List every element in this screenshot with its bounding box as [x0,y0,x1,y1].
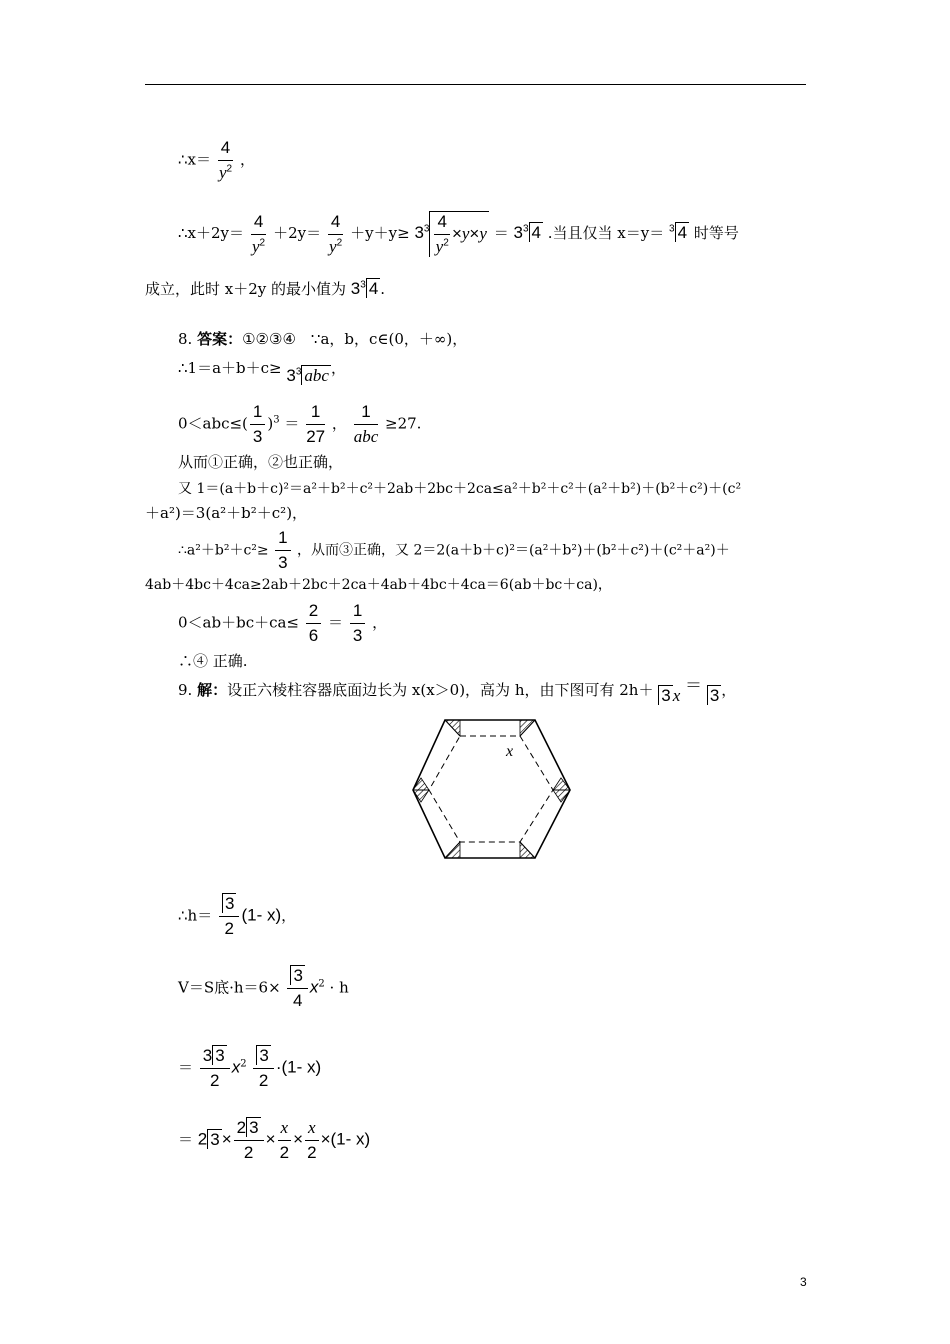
problem-8-line3: 0＜abc≤( $\frac{1}{3}$ )$^3$ ＝ $\frac{1}{27}$ ， $\frac{1}{\text{abc}}$ ≥27. [178,402,422,446]
problem-8-line7 [178,528,730,573]
text: 4ab＋4bc＋4ca≥2ab＋2bc＋2ca＋4ab＋4bc＋4ca＝6(ab＋bc＋ca)， [145,577,612,593]
text: ∴④ 正确. [178,652,248,670]
text: ， [721,681,737,699]
problem-8-line10 [178,651,248,671]
fraction-3sqrt3-2: $\frac{3 3}{2}$ [200,1046,230,1091]
cube-root-abc: $3^3$ abc [286,366,329,385]
problem-8-line6 [145,503,307,523]
fraction-2sqrt3-2: $\frac{2 3}{2}$ [234,1118,264,1163]
text: . [380,280,386,298]
line-volume-3: ＝ 2 3 × $\frac{2 3}{2}$ × $\frac{x}{2}$ × $\frac{x}{2}$ ×(1- x) [178,1118,371,1162]
cube-root-expr: $3^3$ [414,223,430,242]
text: 设正六棱柱容器底面边长为 x(x＞0)，高为 h，由下图可有 2h＋ [227,681,654,699]
line-x-eq [178,138,255,183]
cube-root-4: $^3$ 4 [669,223,688,242]
text: ·(1- x) [275,1057,322,1077]
text: ， [240,150,256,169]
text: ＋a²)＝3(a²＋b²＋c²)， [145,504,308,522]
text: ， [331,414,347,433]
text: 0＜ab＋bc＋ca≤ [178,613,300,632]
sqrt3x: 3 x [658,686,680,705]
fraction-1-27: $\frac{1}{27}$ [306,402,326,446]
hexagon-figure [405,712,575,867]
denominator: y [218,163,227,182]
text: ， [330,359,346,377]
text: (1- x) [241,905,282,925]
text: ＝ [493,224,509,242]
problem-8-line8 [145,575,612,595]
label: 8. [178,330,198,348]
fraction: $\frac{4}{y^2}$ [251,211,266,256]
problem-9-header: 9. 解：设正六棱柱容器底面边长为 x(x＞0)，高为 h，由下图可有 2h＋ 3 x ＝ 3 ， [178,676,737,705]
line-h [178,894,296,939]
fraction-1-3: $\frac{1}{3}$ [275,528,290,573]
text: ∴x＋2y＝ [178,224,245,242]
fraction-x-2: $\frac{x}{2}$ [278,1118,292,1163]
fraction-1-3: $\frac{1}{3}$ [250,402,265,447]
text: · h [324,978,349,997]
text: ， [372,613,388,632]
fraction-x-2: $\frac{x}{2}$ [305,1118,319,1163]
text: ∴1＝a＋b＋c≥ [178,359,282,377]
problem-8-header [178,329,467,349]
text: ) [267,414,274,433]
fraction-4-over-y2: $\frac{4}{y^2}$ [218,138,233,182]
text: ， [281,906,297,925]
text: ×(1- x) [320,1129,371,1149]
text: 从而①正确，②也正确， [178,453,344,471]
text: 成立，此时 x＋2y 的最小值为 [145,280,347,298]
radical: $\frac{4}{y^2}$ ×y×y [429,211,488,257]
fraction-1-abc: $\frac{1}{\text{abc}}$ [353,402,379,446]
text: V＝S底·h＝6× [178,978,281,997]
line-am-gm [178,211,739,257]
text: ＝ [284,414,300,433]
min-value: $3^3$ 4 [350,279,379,298]
problem-8-line9 [178,601,387,646]
fraction-1-3: $\frac{1}{3}$ [350,601,365,646]
line-volume: V＝S底·h＝6× $\frac{3}{4}$ $x^2 \cdot h$ [178,966,349,1010]
text: .当且仅当 x＝y＝ [547,224,665,242]
text: ∴h＝ [178,906,213,925]
answer-label: 答案： [197,330,243,348]
text: 时等号 [693,224,739,242]
label: 9. [178,681,198,699]
header-rule [145,84,806,85]
text: ∴a²＋b²＋c²≥ [178,542,269,559]
text: ∴x＝ [178,150,212,169]
sqrt3: 3 [707,686,721,705]
text: 又 1＝(a＋b＋c)²＝a²＋b²＋c²＋2ab＋2bc＋2ca≤a²＋b²＋c²＋(a²＋b²)＋(b²＋c²)＋(c² [178,481,742,497]
numerator: 4 [218,138,233,161]
text: ＝ [328,613,344,632]
text: ≥27. [385,414,422,433]
text: ①②③④ ∵a，b，c∈(0，＋∞)， [242,330,468,348]
fig-label-x: x [506,743,514,760]
problem-8-line4 [178,452,343,472]
fraction-sqrt3-4: $\frac{3}{4}$ [287,966,307,1011]
fraction-sqrt3-2: $\frac{3}{2}$ [219,894,239,939]
line-volume-2: ＝ $\frac{3 3}{2}$ $x^2$ $\frac{3}{2}$ ·(1- x) [178,1046,322,1090]
line-min-value [145,279,385,299]
fraction-sqrt3-2: $\frac{3}{2}$ [253,1046,273,1091]
text: ，从而③正确，又 2＝2(a＋b＋c)²＝(a²＋b²)＋(b²＋c²)＋(c²＋a²)＋ [297,542,730,559]
text: x [309,977,319,997]
fraction: $\frac{4}{y^2}$ [329,211,343,256]
problem-8-line2 [178,358,346,385]
text: ＋y＋y≥ [350,224,410,242]
problem-8-line5 [178,479,741,499]
text: ＝ [178,1058,194,1077]
solution-label: 解： [197,681,228,699]
text: ＋2y＝ [273,224,322,242]
page-number: 3 [800,1275,807,1289]
text: ＝ [178,1130,194,1149]
fraction-2-6: $\frac{2}{6}$ [306,601,321,646]
result: $3^3$ 4 [513,223,541,242]
text: 0＜abc≤( [178,414,248,433]
